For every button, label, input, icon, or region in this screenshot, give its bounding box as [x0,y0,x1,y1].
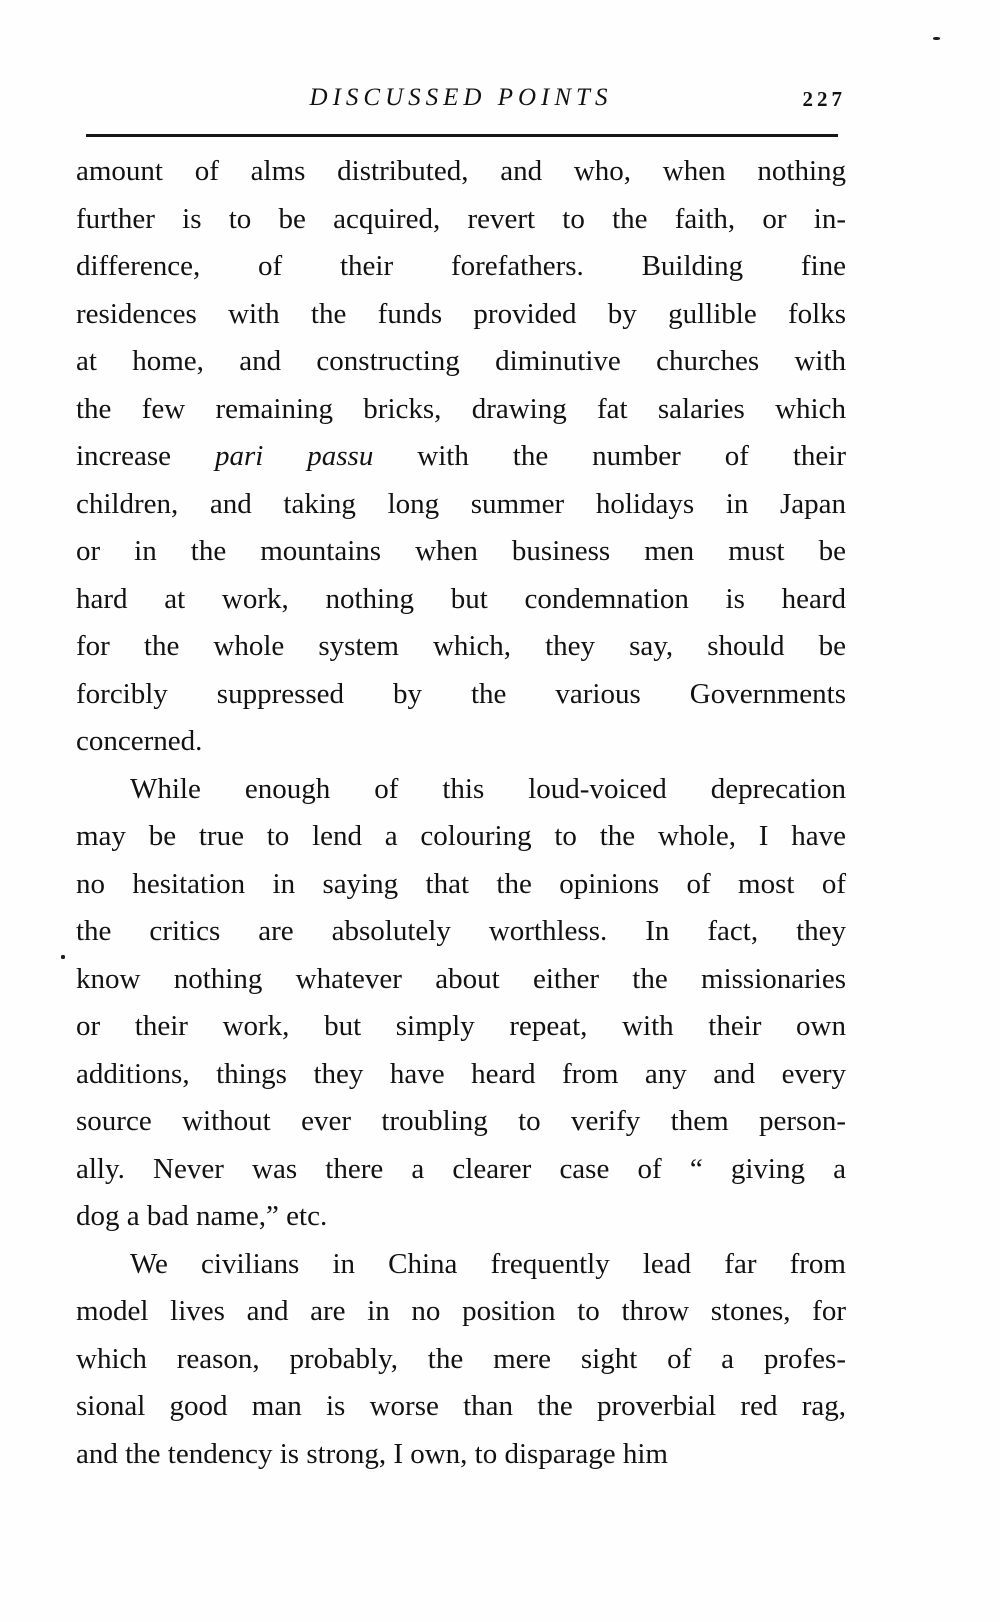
text-line: hard at work, nothing but condemnation is heard [76,582,846,615]
text-line: the few remaining bricks, drawing fat salaries which [76,392,846,425]
text-line: at home, and constructing diminutive churches with [76,345,846,377]
text-line: may be true to lend a colouring to the whole, I have [76,820,846,852]
text-line: sional good man is worse than the proverbial red rag, [76,1390,846,1422]
text-line: for the whole system which, they say, should be [76,630,846,662]
ink-speck [933,37,940,40]
text-line: forcibly suppressed by the various Governments [76,677,846,710]
text-line: amount of alms distributed, and who, when nothing [76,155,846,187]
page-header [76,84,846,118]
text-line: the critics are absolutely worthless. In fact, they [76,915,846,947]
text-line: concerned. [76,725,203,757]
ink-speck [61,955,65,959]
text-line: no hesitation in saying that the opinions of most of [76,867,846,900]
body-text [76,148,846,1478]
text-line: further is to be acquired, revert to the faith, or in- [76,202,846,235]
text-line: dog a bad name,” etc. [76,1200,328,1232]
text-line: or in the mountains when business men must be [76,535,846,567]
text-line: difference, of their forefathers. Building fine [76,250,846,282]
text-line: residences with the funds provided by gullible folks [76,297,846,330]
text-line: We civilians in China frequently lead far from [130,1247,846,1280]
page-number: 227 [802,87,846,111]
text-line: know nothing whatever about either the missionaries [76,962,846,995]
text-line: and the tendency is strong, I own, to disparage him [76,1437,668,1470]
paragraph [76,1241,846,1479]
text-line: which reason, probably, the mere sight of a profes- [76,1342,846,1375]
text-line: additions, things they have heard from any and every [76,1057,846,1090]
paragraph [76,148,846,766]
text-line: source without ever troubling to verify them person- [76,1105,846,1137]
text-line: or their work, but simply repeat, with their own [76,1010,846,1042]
text-line: increase pari passu with the number of their [76,440,846,472]
text-line: model lives and are in no position to throw stones, for [76,1295,846,1327]
header-rule [86,134,838,137]
text-line: ally. Never was there a clearer case of “ giving a [76,1152,846,1185]
running-title: DISCUSSED POINTS [309,84,613,111]
paragraph [76,766,846,1241]
text-line: While enough of this loud-voiced deprecation [130,772,846,805]
text-line: children, and taking long summer holidays in Japan [76,487,846,520]
